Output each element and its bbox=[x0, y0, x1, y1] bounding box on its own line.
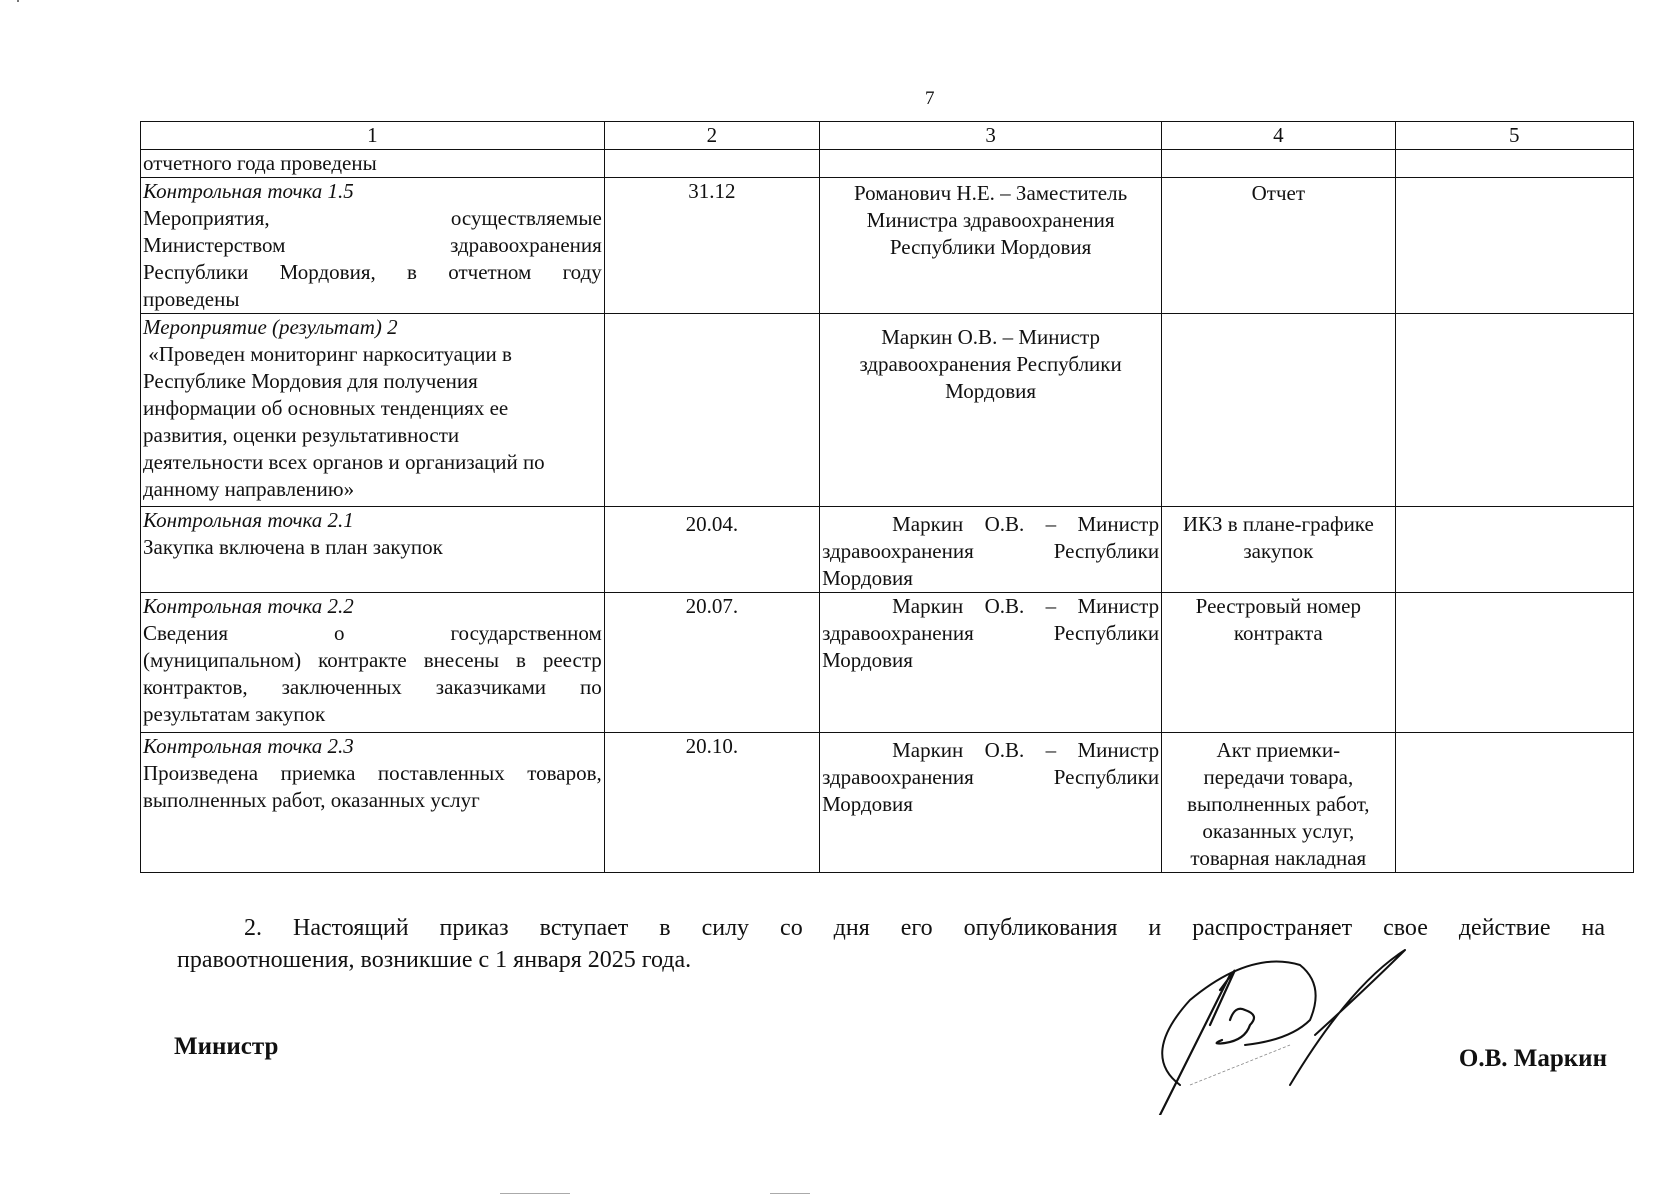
signatory-name: О.В. Маркин bbox=[1458, 1045, 1607, 1072]
row-document bbox=[1162, 150, 1395, 178]
row-responsible: Маркин О.В. – Министр здравоохранения Республики Мордовия bbox=[820, 507, 1162, 593]
row-document bbox=[1162, 314, 1395, 507]
row-document: Отчет bbox=[1162, 178, 1395, 314]
scan-artifact bbox=[17, 0, 19, 2]
row-note bbox=[1395, 733, 1633, 873]
text-line: данному направлению» bbox=[143, 477, 355, 501]
control-point-title: Контрольная точка 1.5 bbox=[143, 179, 354, 203]
control-point-text bbox=[143, 205, 602, 313]
table-row bbox=[141, 150, 1634, 178]
text-line: развития, оценки результативности bbox=[143, 423, 460, 447]
text-line: «Проведен мониторинг наркоситуации в bbox=[143, 342, 512, 366]
control-point-title: Контрольная точка 2.3 bbox=[143, 734, 354, 758]
row-document: Реестровый номер контракта bbox=[1162, 593, 1395, 733]
text-line: Республике Мордовия для получения bbox=[143, 369, 478, 393]
row-note bbox=[1395, 178, 1633, 314]
scan-artifact bbox=[770, 1193, 810, 1194]
row-deadline: 20.07. bbox=[604, 593, 819, 733]
text-line: Сведения о государственном bbox=[143, 621, 602, 645]
row-responsible: Романович Н.Е. – Заместитель Министра здравоохранения Республики Мордовия bbox=[820, 178, 1162, 314]
text-line: проведены bbox=[143, 287, 240, 311]
row-note bbox=[1395, 150, 1633, 178]
row-description bbox=[141, 314, 605, 507]
text-line: результатам закупок bbox=[143, 702, 326, 726]
row-deadline: 20.10. bbox=[604, 733, 819, 873]
text-line: Республики Мордовия, в отчетном году bbox=[143, 260, 602, 284]
text-line: Мероприятия, осуществляемые bbox=[143, 206, 602, 230]
row-document: ИКЗ в плане-графике закупок bbox=[1162, 507, 1395, 593]
row-note bbox=[1395, 314, 1633, 507]
table-row bbox=[141, 178, 1634, 314]
result-title: Мероприятие (результат) 2 bbox=[143, 315, 398, 339]
paragraph-line-1: 2. Настоящий приказ вступает в силу со дня его опубликования и распространяет свое действие на bbox=[244, 915, 1605, 941]
row-description bbox=[141, 178, 605, 314]
signatory-role: Министр bbox=[174, 1033, 279, 1060]
row-note bbox=[1395, 593, 1633, 733]
row-document: Акт приемки-передачи товара, выполненных работ, оказанных услуг, товарная накладная bbox=[1162, 733, 1395, 873]
paragraph-line-2: правоотношения, возникшие с 1 января 2025 года. bbox=[177, 947, 692, 973]
row-deadline bbox=[604, 314, 819, 507]
text-line: информации об основных тенденциях ее bbox=[143, 396, 509, 420]
text-line: Произведена приемка поставленных товаров, bbox=[143, 761, 602, 785]
scan-artifact bbox=[500, 1193, 570, 1194]
column-header-5: 5 bbox=[1395, 122, 1633, 150]
row-responsible: Маркин О.В. – Министр здравоохранения Республики Мордовия bbox=[820, 593, 1162, 733]
page-number: 7 bbox=[925, 88, 935, 109]
row-description bbox=[141, 593, 605, 733]
row-responsible bbox=[820, 150, 1162, 178]
control-point-title: Контрольная точка 2.1 bbox=[143, 508, 354, 532]
row-description bbox=[141, 507, 605, 593]
column-header-4: 4 bbox=[1162, 122, 1395, 150]
row-deadline bbox=[604, 150, 819, 178]
control-point-text bbox=[143, 620, 602, 728]
control-points-table bbox=[140, 121, 1634, 873]
row-deadline: 20.04. bbox=[604, 507, 819, 593]
text-line: деятельности всех органов и организаций по bbox=[143, 450, 545, 474]
table-row bbox=[141, 593, 1634, 733]
row-responsible: Маркин О.В. – Министр здравоохранения Республики Мордовия bbox=[820, 314, 1162, 507]
column-header-1: 1 bbox=[141, 122, 605, 150]
row-deadline: 31.12 bbox=[604, 178, 819, 314]
text-line: контрактов, заключенных заказчиками по bbox=[143, 675, 602, 699]
handwritten-signature-icon bbox=[1150, 945, 1450, 1115]
text-line: (муниципальном) контракте внесены в реестр bbox=[143, 648, 602, 672]
text-line: выполненных работ, оказанных услуг bbox=[143, 788, 480, 812]
control-point-title: Контрольная точка 2.2 bbox=[143, 594, 354, 618]
table-row bbox=[141, 314, 1634, 507]
control-point-text: Закупка включена в план закупок bbox=[143, 535, 443, 559]
row-description: отчетного года проведены bbox=[141, 150, 605, 178]
text-line: Министерством здравоохранения bbox=[143, 233, 602, 257]
row-description bbox=[141, 733, 605, 873]
table-row bbox=[141, 507, 1634, 593]
control-point-text bbox=[143, 760, 602, 814]
row-responsible: Маркин О.В. – Министр здравоохранения Республики Мордовия bbox=[820, 733, 1162, 873]
column-header-2: 2 bbox=[604, 122, 819, 150]
table-row bbox=[141, 733, 1634, 873]
result-text bbox=[143, 341, 602, 503]
column-header-3: 3 bbox=[820, 122, 1162, 150]
table-header-row bbox=[141, 122, 1634, 150]
row-note bbox=[1395, 507, 1633, 593]
